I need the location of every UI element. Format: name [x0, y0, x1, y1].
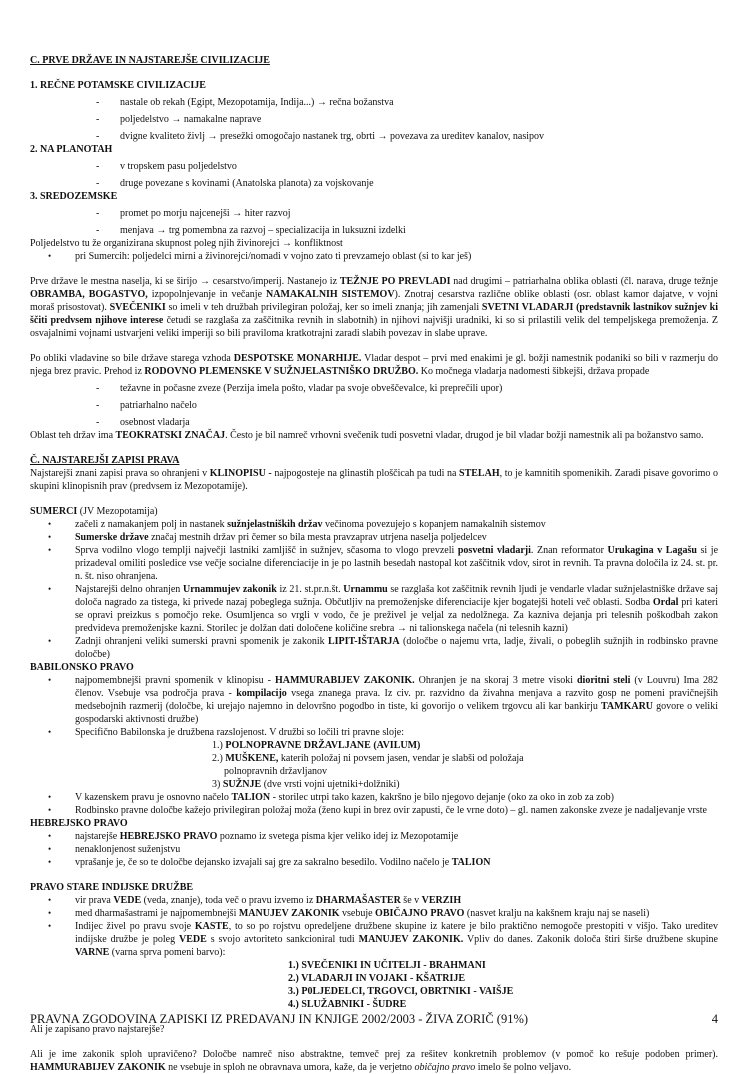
bold-text: NAMAKALNIH SISTEMOV: [266, 289, 395, 300]
text: najpogosteje na glinastih ploščicah pa tudi na: [271, 468, 460, 479]
subheading: [30, 79, 718, 92]
text: Zadnji ohranjeni veliki sumerski pravni spomenik je zakonik: [75, 636, 328, 647]
text: (v Louvru) Ima 282 členov. Vsebuje vsa področja prava -: [75, 675, 719, 699]
dash-list-item: [30, 173, 718, 190]
bold-text: kompilacijo: [236, 688, 287, 699]
dash-marker: -: [96, 383, 100, 394]
text: Vpliv do danes. Zakonik določa štiri širše družbene skupine: [463, 934, 718, 945]
bold-text: SVEČENIKI: [109, 302, 166, 313]
text: (veda, znanje), toda več o pravu izvemo iz: [141, 895, 316, 906]
text: poljedelstvo → namakalne naprave: [120, 114, 262, 125]
bold-text: KASTE: [194, 921, 229, 932]
text: Prve države le mestna naselja, ki se širijo → cesarstvo/imperij. Nastanejo iz: [30, 276, 340, 287]
bold-text: Urnammujev zakonik: [182, 584, 277, 595]
bullet-icon: •: [48, 251, 52, 261]
page-number: 4: [711, 1012, 718, 1026]
text: Specifično Babilonska je družbena razslojenost. V družbi so ločili tri pravne sloje:: [75, 727, 404, 738]
bold-text: MUŠKENE,: [225, 753, 279, 764]
dash-list-item: [30, 412, 718, 429]
text: 1. REČNE POTAMSKE CIVILIZACIJE: [30, 80, 206, 91]
text: še v: [400, 895, 422, 906]
spacer: [30, 493, 718, 505]
bold-text: OBIČAJNO PRAVO: [375, 908, 465, 919]
paragraph: [30, 275, 718, 340]
text: (nasvet kralju na kakšnem kraju naj se naseli): [464, 908, 650, 919]
bullet-icon: •: [48, 727, 52, 737]
text: vprašanje je, če so te določbe dejansko izvajali saj gre za sakralno besedilo. Vodilno načelo je: [75, 857, 452, 868]
spacer: [30, 263, 718, 275]
document-body: [30, 54, 718, 1074]
numbered-item: [30, 778, 718, 791]
text: 3. SREDOZEMSKE: [30, 191, 118, 202]
text: Ko močnega vladarja nadomesti šibkejši, država propade: [418, 366, 650, 377]
paragraph: [30, 505, 718, 518]
bullet-list-item: [30, 518, 718, 531]
text: izpopolnjevanje in večanje: [147, 289, 267, 300]
text: Najstarejši znani zapisi prava so ohranjeni v: [30, 468, 210, 479]
text: imelo še polno veljavo.: [475, 1062, 572, 1073]
text: nastale ob rekah (Egipt, Mezopotamija, Indija...) → rečna božanstva: [120, 97, 394, 108]
text: (varna sprva pomeni barvo):: [109, 947, 226, 958]
text: težavne in počasne zveze (Perzija imela pošto, vladar pa svoje obveščevalce, ki preprečili upor): [120, 383, 503, 394]
text: 4.) SLUŽABNIKI - ŠUDRE: [288, 999, 407, 1010]
text: pri Sumercih: poljedelci mirni a živinorejci/nomadi v vojno zato ti prevzamejo oblast (si to kar ješ): [75, 251, 472, 262]
bold-text: VEDE: [179, 934, 207, 945]
text: pri kateri se opravi preizkus s pomočjo reke. Osumljenca so vrgli v vodo, če je preživel je veljal za nedolžnega. Za kazniva dejanja pri telesnih poškodbah zakon predvideva premoženjske kazni. Storilec je dolžan dati določene količine srebra → ni talionskega načela (ni telesnih kazni): [75, 597, 718, 634]
text: 2.) VLADARJI IN VOJAKI - KŠATRIJE: [288, 973, 466, 984]
text: govore o veliki gospodarski aktivnosti družbe): [75, 701, 718, 725]
bold-text: DESPOTSKE MONARHIJE.: [233, 353, 362, 364]
text: , to je kamnitih spomenikih. Zaradi pisave govorimo o skupini klinopisnih prav (predvsem iz Mezopotamije).: [30, 468, 719, 492]
text: Ohranjen je na skoraj 3 metre visoki: [414, 675, 577, 686]
text: Oblast teh držav ima: [30, 430, 116, 441]
bullet-list-item: [30, 843, 718, 856]
text: Ali je ime zakonik sploh upravičeno? Določbe namreč niso abstraktne, temveč prej za rešitev konkretnih problemov (v pomoč ko rešuje podoben primer).: [30, 1049, 718, 1060]
bullet-list-item: [30, 726, 718, 739]
text: Vladar despot – prvi med enakimi je gl. božji namestnik podaniki so bili v razmerju do njega brez pravic. Prehod iz: [30, 353, 718, 377]
text: Sprva vodilno vlogo templji največji lastniki zamljišč in sužnjev, sčasoma to vlogo prevzeli: [75, 545, 458, 556]
bullet-list-item: [30, 250, 718, 263]
bullet-icon: •: [48, 545, 52, 555]
bullet-list-item: [30, 674, 718, 726]
text: BABILONSKO PRAVO: [30, 662, 134, 673]
bold-text: sužnjelastniških držav: [227, 519, 323, 530]
section-heading: [30, 54, 718, 67]
text: . Znan reformator: [530, 545, 608, 556]
text: C. PRVE DRŽAVE IN NAJSTAREJŠE CIVILIZACIJE: [30, 55, 270, 66]
text: Poljedelstvo tu že organizirana skupnost poleg njih živinorejci → konfliktnost: [30, 238, 343, 249]
bullet-icon: •: [48, 792, 52, 802]
bold-text: SVETNI VLADARJI (predstavnik lastnikov sužnjev ki ščiti predvsem njihove interese: [30, 302, 718, 326]
page-footer: [30, 1012, 718, 1027]
text: 3): [212, 779, 223, 790]
text: 1.): [212, 740, 226, 751]
dash-list-item: [30, 395, 718, 412]
bold-text: MANUJEV ZAKONIK.: [358, 934, 464, 945]
subheading: [30, 817, 718, 830]
paragraph: [30, 352, 718, 378]
text: Najstarejši delno ohranjen: [75, 584, 183, 595]
bullet-icon: •: [48, 895, 52, 905]
paragraph: [30, 467, 718, 493]
footer-title: PRAVNA ZGODOVINA ZAPISKI IZ PREDAVANJ IN KNJIGE 2002/2003 - ŽIVA ZORIČ (91%): [30, 1012, 529, 1026]
text: polnopravnih državljanov: [224, 766, 328, 777]
subheading: [30, 190, 718, 203]
text: osebnost vladarja: [120, 417, 190, 428]
text: večinoma povezujejo s kopanjem namakalnih sistemov: [322, 519, 546, 530]
bullet-icon: •: [48, 584, 52, 594]
bold-text: TAMKARU: [601, 701, 654, 712]
bullet-icon: •: [48, 805, 52, 815]
text: se razglaša kot zaščitnik revnih ljudi je vendarle vladar sužnjelastniške države saj določa nagrado za tistega, ki privede nazaj pobeglega sužnja. Občutljiv na premoženjske diferenciacije kjer bogatejši hoteli več oblasti. Sodba: [75, 584, 718, 608]
text: promet po morju najcenejši → hiter razvoj: [120, 208, 291, 219]
dash-marker: -: [96, 178, 100, 189]
text: vsega znanega prava. Iz civ. pr. razvidno da živahna menjava a razvito gosp ne pomeni pravičnejših medsebojnih razmerij (določbe, ki urejajo najemno in delovršno pogodbo in tiste, ki govorijo o velikem trgovcu ali kar bankirju: [75, 688, 718, 712]
bold-text: HAMMURABIJEV ZAKONIK.: [274, 675, 415, 686]
dash-list-item: [30, 126, 718, 143]
dash-list-item: [30, 220, 718, 237]
bold-text: LIPIT-IŠTARJA: [327, 636, 400, 647]
text: najpomembnejši pravni spomenik v klinopisu -: [75, 675, 275, 686]
text: druge povezane s kovinami (Anatolska planota) za vojskovanje: [120, 178, 374, 189]
text: patriarhalno načelo: [120, 400, 197, 411]
bold-text: posvetni vladarji: [457, 545, 531, 556]
dash-list-item: [30, 156, 718, 173]
numbered-item: [30, 985, 718, 998]
dash-marker: -: [96, 97, 100, 108]
text: si je prizadeval omiliti posledice vse večje socialne diferenciacije in je po lastnih besedah nastopal kot zaščitnik vdov, sirot in revnih. Ta pravna določila iz 24. st. pr. n. št. niso ohranjena.: [75, 545, 719, 582]
bold-text: MANUJEV ZAKONIK: [238, 908, 340, 919]
numbered-item: [30, 959, 718, 972]
text: 1.) SVEČENIKI IN UČITELJI - BRAHMANI: [288, 960, 486, 971]
bullet-list-item: [30, 894, 718, 907]
bold-text: KLINOPISU -: [209, 468, 272, 479]
text: (dve vrsti vojni ujetniki+dolžniki): [261, 779, 400, 790]
bold-text: TEŽNJE PO PREVLADI: [339, 276, 451, 287]
numbered-item: [30, 739, 718, 752]
bullet-list-item: [30, 830, 718, 843]
text: menjava → trg pomembna za razvoj – specializacija in luksuzni izdelki: [120, 225, 406, 236]
bold-text: STELAH: [459, 468, 500, 479]
text: - storilec utrpi tako kazen, kakršno je bilo njegovo dejanje (oko za oko in zob za zob): [270, 792, 614, 803]
dash-list-item: [30, 109, 718, 126]
subheading: [30, 881, 718, 894]
bold-text: VERZIH: [421, 895, 462, 906]
dash-list-item: [30, 92, 718, 109]
text: HEBREJSKO PRAVO: [30, 818, 128, 829]
text: nad drugimi – patriarhalna oblika oblasti (čl. narava, druge težnje: [450, 276, 719, 287]
spacer: [30, 340, 718, 352]
bullet-icon: •: [48, 844, 52, 854]
text: 2. NA PLANOTAH: [30, 144, 113, 155]
spacer: [30, 67, 718, 79]
dash-list-item: [30, 378, 718, 395]
text: s svojo avtoriteto sankcioniral tudi: [206, 934, 359, 945]
bullet-icon: •: [48, 532, 52, 542]
bold-text: SUMERCI: [30, 506, 78, 517]
text: Rodbinsko pravne določbe kažejo privilegiran položaj moža (ženo kupi in brez ovir zapusti, če le vrne doto) – gl. namen zakonske zveze je nadaljevanje vrste: [75, 805, 707, 816]
text: ne vsebuje in sploh ne obravnava umora, kaže, da je verjetno: [165, 1062, 415, 1073]
text: vir prava: [75, 895, 114, 906]
paragraph: [30, 1048, 718, 1074]
text: katerih položaj ni povsem jasen, vendar je slabši od položaja: [278, 753, 524, 764]
bullet-icon: •: [48, 675, 52, 685]
dash-marker: -: [96, 131, 100, 142]
subheading: [30, 143, 718, 156]
text: V kazenskem pravu je osnovno načelo: [75, 792, 232, 803]
text: začeli z namakanjem polj in nastanek: [75, 519, 228, 530]
text: ). Znotraj cesarstva različne oblike oblasti (osr. oblast kamor dajatve, v vojni moraš prisostovat).: [30, 289, 718, 313]
dash-marker: -: [96, 417, 100, 428]
text: značaj mestnih držav pri čemer so bila mesta pravzaprav utrjena naselja poljedelcev: [148, 532, 487, 543]
bold-text: dioritni steli: [577, 675, 631, 686]
text: (določbe o najemu vrta, ladje, živali, o pobeglih sužnjih in rodbinsko pravne določbe): [75, 636, 719, 660]
text: Po obliki vladavine so bile države starega vzhoda: [30, 353, 234, 364]
bold-text: TEOKRATSKI ZNAČAJ: [115, 430, 226, 441]
text: so imeli v teh družbah privilegiran položaj, ker so imeli znanja; jih zamenjali: [165, 302, 482, 313]
paragraph: [30, 237, 718, 250]
text: v tropskem pasu poljedelstvo: [120, 161, 237, 172]
bullet-icon: •: [48, 908, 52, 918]
paragraph: [30, 429, 718, 442]
bold-text: TALION: [231, 792, 271, 803]
text: dvigne kvaliteto življ → presežki omogočajo nastanek trg, obrti → povezava za ureditev kanalov, nasipov: [120, 131, 545, 142]
bullet-icon: •: [48, 636, 52, 646]
bullet-list-item: [30, 531, 718, 544]
bullet-icon: •: [48, 921, 52, 931]
text: Č. NAJSTAREJŠI ZAPISI PRAVA: [30, 455, 180, 466]
text: četudi se razglaša za zaščitnika revnih in slabotnih) in njihovi najvišji uradniki, ki so si prilastili velik del tempeljskega premoženja. Z osvajalnimi vojnami ustvarjeni veliki imperiji so bili praviloma kratkotrajni zaradi slabih povezav in slabe uprave.: [30, 315, 718, 339]
bold-text: OBRAMBA, BOGASTVO,: [30, 289, 148, 300]
bullet-icon: •: [48, 857, 52, 867]
text: nenaklonjenost suženjstvu: [75, 844, 181, 855]
dash-marker: -: [96, 114, 100, 125]
text: , to so po rojstvu opredeljene družbene skupine iz katere je bilo praktično nemogoče prestopiti v višjo. Tako ureditev indijske družbe je poleg: [75, 921, 718, 945]
bold-text: Urukagina v Lagašu: [607, 545, 697, 556]
text: poznamo iz svetega pisma kjer veliko idej iz Mezopotamije: [217, 831, 459, 842]
bullet-icon: •: [48, 519, 52, 529]
text: Indijec živel po pravu svoje: [75, 921, 195, 932]
dash-marker: -: [96, 225, 100, 236]
spacer: [30, 1036, 718, 1048]
bullet-list-item: [30, 856, 718, 869]
text: PRAVO STARE INDIJSKE DRUŽBE: [30, 882, 194, 893]
dash-marker: -: [96, 161, 100, 172]
text: iz 21. st.pr.n.št.: [276, 584, 344, 595]
text: med dharmašastrami je najpomembnejši: [75, 908, 239, 919]
bullet-list-item: [30, 907, 718, 920]
bold-text: Urnammu: [343, 584, 388, 595]
numbered-item: [30, 998, 718, 1011]
bold-text: SUŽNJE: [222, 779, 262, 790]
text: . Često je bil namreč vrhovni svečenik tudi posvetni vladar, drugod je bil vladar božji namestnik ali pa božanstvo samo.: [225, 430, 704, 441]
bold-text: HEBREJSKO PRAVO: [119, 831, 218, 842]
numbered-item: [30, 752, 718, 765]
text: vsebuje: [339, 908, 376, 919]
bold-text: Ordal: [652, 597, 679, 608]
text: najstarejše: [75, 831, 120, 842]
bullet-list-item: [30, 791, 718, 804]
text: 2.): [212, 753, 226, 764]
text: 3.) P0LJEDELCI, TRGOVCI, OBRTNIKI - VAIŠJE: [288, 986, 514, 997]
dash-marker: -: [96, 400, 100, 411]
bold-text: VEDE: [113, 895, 142, 906]
bullet-list-item: [30, 920, 718, 959]
bold-text: HAMMURABIJEV ZAKONIK: [30, 1062, 166, 1073]
bullet-list-item: [30, 804, 718, 817]
bold-text: TALION: [451, 857, 491, 868]
bullet-list-item: [30, 583, 718, 635]
bullet-list-item: [30, 635, 718, 661]
bold-text: Sumerske države: [75, 532, 149, 543]
text: Ali je zapisano pravo najstarejše?: [30, 1024, 165, 1035]
numbered-item-continuation: [30, 765, 718, 778]
bullet-icon: •: [48, 831, 52, 841]
bold-text: DHARMAŠASTER: [315, 895, 401, 906]
spacer: [30, 442, 718, 454]
dash-list-item: [30, 203, 718, 220]
section-heading: [30, 454, 718, 467]
subheading: [30, 661, 718, 674]
numbered-item: [30, 972, 718, 985]
bold-text: VARNE: [75, 947, 110, 958]
text: (JV Mezopotamija): [77, 506, 158, 517]
italic-text: običajno pravo: [414, 1062, 476, 1073]
bold-text: POLNOPRAVNE DRŽAVLJANE (AVILUM): [225, 740, 421, 751]
dash-marker: -: [96, 208, 100, 219]
bold-text: RODOVNO PLEMENSKE V SUŽNJELASTNIŠKO DRUŽBO.: [144, 366, 419, 377]
spacer: [30, 869, 718, 881]
bullet-list-item: [30, 544, 718, 583]
